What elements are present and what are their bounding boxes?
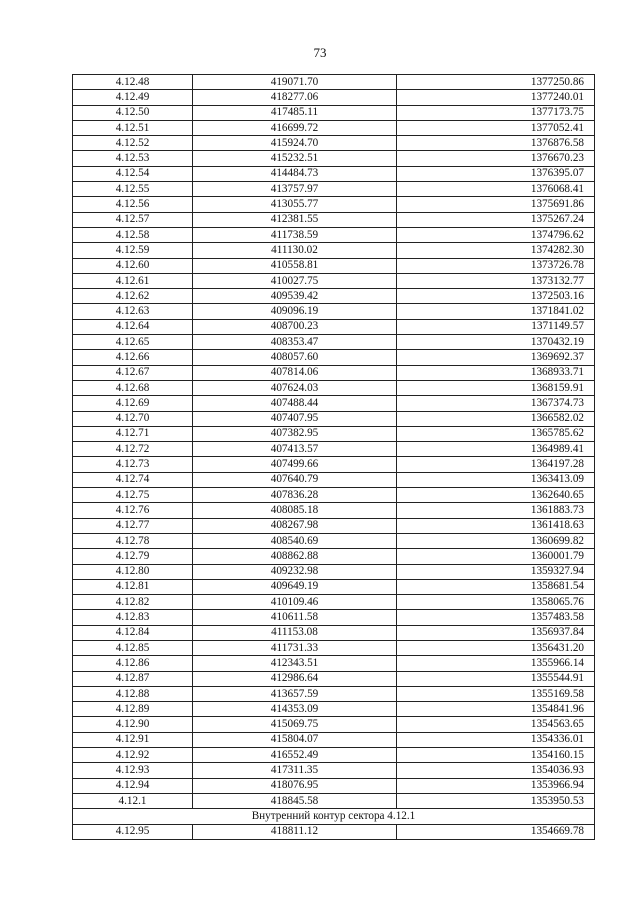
x-coordinate-cell: 415069.75 — [193, 717, 397, 732]
x-coordinate-cell: 409649.19 — [193, 579, 397, 594]
y-coordinate-cell: 1369692.37 — [397, 350, 595, 365]
point-number-cell: 4.12.76 — [73, 503, 193, 518]
x-coordinate-cell: 408862.88 — [193, 549, 397, 564]
table-row — [73, 503, 595, 518]
x-coordinate-cell: 417485.11 — [193, 105, 397, 120]
y-coordinate-cell: 1358681.54 — [397, 579, 595, 594]
y-coordinate-cell: 1368933.71 — [397, 365, 595, 380]
y-coordinate-cell: 1377173.75 — [397, 105, 595, 120]
table-row — [73, 442, 595, 457]
y-coordinate-cell: 1355169.58 — [397, 686, 595, 701]
point-number-cell: 4.12.79 — [73, 549, 193, 564]
table-row — [73, 166, 595, 181]
table-row — [73, 625, 595, 640]
point-number-cell: 4.12.78 — [73, 533, 193, 548]
x-coordinate-cell: 407499.66 — [193, 457, 397, 472]
point-number-cell: 4.12.72 — [73, 442, 193, 457]
y-coordinate-cell: 1377052.41 — [397, 120, 595, 135]
y-coordinate-cell: 1373726.78 — [397, 258, 595, 273]
y-coordinate-cell: 1377240.01 — [397, 90, 595, 105]
point-number-cell: 4.12.89 — [73, 702, 193, 717]
table-row — [73, 686, 595, 701]
x-coordinate-cell: 413757.97 — [193, 182, 397, 197]
point-number-cell: 4.12.95 — [73, 824, 193, 839]
table-row — [73, 549, 595, 564]
x-coordinate-cell: 418845.58 — [193, 793, 397, 808]
y-coordinate-cell: 1364197.28 — [397, 457, 595, 472]
y-coordinate-cell: 1364989.41 — [397, 442, 595, 457]
x-coordinate-cell: 407836.28 — [193, 488, 397, 503]
table-row — [73, 289, 595, 304]
table-row — [73, 182, 595, 197]
point-number-cell: 4.12.77 — [73, 518, 193, 533]
point-number-cell: 4.12.56 — [73, 197, 193, 212]
table-row — [73, 579, 595, 594]
y-coordinate-cell: 1375267.24 — [397, 212, 595, 227]
y-coordinate-cell: 1356937.84 — [397, 625, 595, 640]
x-coordinate-cell: 418811.12 — [193, 824, 397, 839]
point-number-cell: 4.12.91 — [73, 732, 193, 747]
table-row — [73, 640, 595, 655]
table-row — [73, 793, 595, 808]
table-row — [73, 763, 595, 778]
x-coordinate-cell: 411731.33 — [193, 640, 397, 655]
table-row — [73, 457, 595, 472]
y-coordinate-cell: 1362640.65 — [397, 488, 595, 503]
table-row — [73, 197, 595, 212]
table-row — [73, 258, 595, 273]
y-coordinate-cell: 1361418.63 — [397, 518, 595, 533]
point-number-cell: 4.12.58 — [73, 227, 193, 242]
table-row — [73, 472, 595, 487]
point-number-cell: 4.12.67 — [73, 365, 193, 380]
point-number-cell: 4.12.71 — [73, 426, 193, 441]
table-row — [73, 212, 595, 227]
x-coordinate-cell: 407624.03 — [193, 380, 397, 395]
x-coordinate-cell: 413055.77 — [193, 197, 397, 212]
table-row — [73, 151, 595, 166]
table-row — [73, 518, 595, 533]
point-number-cell: 4.12.1 — [73, 793, 193, 808]
table-row — [73, 319, 595, 334]
x-coordinate-cell: 412986.64 — [193, 671, 397, 686]
table-row — [73, 335, 595, 350]
point-number-cell: 4.12.63 — [73, 304, 193, 319]
y-coordinate-cell: 1357483.58 — [397, 610, 595, 625]
x-coordinate-cell: 408085.18 — [193, 503, 397, 518]
point-number-cell: 4.12.54 — [73, 166, 193, 181]
point-number-cell: 4.12.62 — [73, 289, 193, 304]
x-coordinate-cell: 416552.49 — [193, 748, 397, 763]
page-number: 73 — [313, 45, 327, 60]
y-coordinate-cell: 1354160.15 — [397, 748, 595, 763]
table-row — [73, 671, 595, 686]
x-coordinate-cell: 412381.55 — [193, 212, 397, 227]
point-number-cell: 4.12.53 — [73, 151, 193, 166]
y-coordinate-cell: 1354841.96 — [397, 702, 595, 717]
x-coordinate-cell: 417311.35 — [193, 763, 397, 778]
x-coordinate-cell: 409232.98 — [193, 564, 397, 579]
table-row — [73, 380, 595, 395]
y-coordinate-cell: 1368159.91 — [397, 380, 595, 395]
coordinates-table — [72, 74, 595, 840]
point-number-cell: 4.12.86 — [73, 656, 193, 671]
point-number-cell: 4.12.81 — [73, 579, 193, 594]
y-coordinate-cell: 1360001.79 — [397, 549, 595, 564]
y-coordinate-cell: 1355966.14 — [397, 656, 595, 671]
x-coordinate-cell: 410611.58 — [193, 610, 397, 625]
x-coordinate-cell: 411153.08 — [193, 625, 397, 640]
y-coordinate-cell: 1354669.78 — [397, 824, 595, 839]
x-coordinate-cell: 407640.79 — [193, 472, 397, 487]
y-coordinate-cell: 1370432.19 — [397, 335, 595, 350]
table-row — [73, 778, 595, 793]
x-coordinate-cell: 415232.51 — [193, 151, 397, 166]
y-coordinate-cell: 1374796.62 — [397, 227, 595, 242]
point-number-cell: 4.12.92 — [73, 748, 193, 763]
table-row — [73, 273, 595, 288]
table-row — [73, 702, 595, 717]
y-coordinate-cell: 1376068.41 — [397, 182, 595, 197]
x-coordinate-cell: 419071.70 — [193, 75, 397, 90]
table-row — [73, 717, 595, 732]
point-number-cell: 4.12.66 — [73, 350, 193, 365]
point-number-cell: 4.12.75 — [73, 488, 193, 503]
point-number-cell: 4.12.85 — [73, 640, 193, 655]
x-coordinate-cell: 418277.06 — [193, 90, 397, 105]
x-coordinate-cell: 411130.02 — [193, 243, 397, 258]
y-coordinate-cell: 1375691.86 — [397, 197, 595, 212]
x-coordinate-cell: 409096.19 — [193, 304, 397, 319]
table-row — [73, 824, 595, 839]
point-number-cell: 4.12.88 — [73, 686, 193, 701]
section-header-row — [73, 809, 595, 824]
point-number-cell: 4.12.69 — [73, 396, 193, 411]
y-coordinate-cell: 1360699.82 — [397, 533, 595, 548]
y-coordinate-cell: 1374282.30 — [397, 243, 595, 258]
x-coordinate-cell: 407488.44 — [193, 396, 397, 411]
table-row — [73, 411, 595, 426]
y-coordinate-cell: 1376395.07 — [397, 166, 595, 181]
point-number-cell: 4.12.57 — [73, 212, 193, 227]
y-coordinate-cell: 1353950.53 — [397, 793, 595, 808]
table-row — [73, 488, 595, 503]
x-coordinate-cell: 418076.95 — [193, 778, 397, 793]
y-coordinate-cell: 1373132.77 — [397, 273, 595, 288]
y-coordinate-cell: 1366582.02 — [397, 411, 595, 426]
point-number-cell: 4.12.50 — [73, 105, 193, 120]
table-row — [73, 105, 595, 120]
point-number-cell: 4.12.65 — [73, 335, 193, 350]
y-coordinate-cell: 1371149.57 — [397, 319, 595, 334]
x-coordinate-cell: 407407.95 — [193, 411, 397, 426]
table-row — [73, 396, 595, 411]
x-coordinate-cell: 415804.07 — [193, 732, 397, 747]
point-number-cell: 4.12.83 — [73, 610, 193, 625]
y-coordinate-cell: 1356431.20 — [397, 640, 595, 655]
point-number-cell: 4.12.87 — [73, 671, 193, 686]
y-coordinate-cell: 1376876.58 — [397, 136, 595, 151]
table-row — [73, 656, 595, 671]
y-coordinate-cell: 1376670.23 — [397, 151, 595, 166]
y-coordinate-cell: 1355544.91 — [397, 671, 595, 686]
y-coordinate-cell: 1365785.62 — [397, 426, 595, 441]
point-number-cell: 4.12.55 — [73, 182, 193, 197]
y-coordinate-cell: 1354336.01 — [397, 732, 595, 747]
y-coordinate-cell: 1353966.94 — [397, 778, 595, 793]
x-coordinate-cell: 408700.23 — [193, 319, 397, 334]
table-row — [73, 732, 595, 747]
table-row — [73, 243, 595, 258]
x-coordinate-cell: 412343.51 — [193, 656, 397, 671]
table-row — [73, 75, 595, 90]
section-header: Внутренний контур сектора 4.12.1 — [73, 809, 595, 824]
y-coordinate-cell: 1354036.93 — [397, 763, 595, 778]
x-coordinate-cell: 411738.59 — [193, 227, 397, 242]
point-number-cell: 4.12.68 — [73, 380, 193, 395]
y-coordinate-cell: 1372503.16 — [397, 289, 595, 304]
point-number-cell: 4.12.74 — [73, 472, 193, 487]
point-number-cell: 4.12.73 — [73, 457, 193, 472]
x-coordinate-cell: 408540.69 — [193, 533, 397, 548]
table-row — [73, 595, 595, 610]
y-coordinate-cell: 1354563.65 — [397, 717, 595, 732]
x-coordinate-cell: 410558.81 — [193, 258, 397, 273]
x-coordinate-cell: 407814.06 — [193, 365, 397, 380]
point-number-cell: 4.12.82 — [73, 595, 193, 610]
x-coordinate-cell: 408353.47 — [193, 335, 397, 350]
x-coordinate-cell: 415924.70 — [193, 136, 397, 151]
table-row — [73, 90, 595, 105]
point-number-cell: 4.12.51 — [73, 120, 193, 135]
table-row — [73, 610, 595, 625]
point-number-cell: 4.12.93 — [73, 763, 193, 778]
table-row — [73, 365, 595, 380]
point-number-cell: 4.12.84 — [73, 625, 193, 640]
x-coordinate-cell: 414484.73 — [193, 166, 397, 181]
y-coordinate-cell: 1367374.73 — [397, 396, 595, 411]
x-coordinate-cell: 410109.46 — [193, 595, 397, 610]
point-number-cell: 4.12.64 — [73, 319, 193, 334]
point-number-cell: 4.12.80 — [73, 564, 193, 579]
coordinates-table-body — [73, 75, 595, 840]
table-row — [73, 426, 595, 441]
x-coordinate-cell: 414353.09 — [193, 702, 397, 717]
point-number-cell: 4.12.48 — [73, 75, 193, 90]
x-coordinate-cell: 416699.72 — [193, 120, 397, 135]
table-row — [73, 748, 595, 763]
x-coordinate-cell: 409539.42 — [193, 289, 397, 304]
y-coordinate-cell: 1359327.94 — [397, 564, 595, 579]
y-coordinate-cell: 1363413.09 — [397, 472, 595, 487]
x-coordinate-cell: 407382.95 — [193, 426, 397, 441]
x-coordinate-cell: 410027.75 — [193, 273, 397, 288]
x-coordinate-cell: 407413.57 — [193, 442, 397, 457]
point-number-cell: 4.12.70 — [73, 411, 193, 426]
y-coordinate-cell: 1371841.02 — [397, 304, 595, 319]
y-coordinate-cell: 1358065.76 — [397, 595, 595, 610]
point-number-cell: 4.12.90 — [73, 717, 193, 732]
point-number-cell: 4.12.94 — [73, 778, 193, 793]
y-coordinate-cell: 1361883.73 — [397, 503, 595, 518]
point-number-cell: 4.12.49 — [73, 90, 193, 105]
point-number-cell: 4.12.52 — [73, 136, 193, 151]
x-coordinate-cell: 413657.59 — [193, 686, 397, 701]
table-row — [73, 304, 595, 319]
table-row — [73, 564, 595, 579]
x-coordinate-cell: 408057.60 — [193, 350, 397, 365]
x-coordinate-cell: 408267.98 — [193, 518, 397, 533]
table-row — [73, 350, 595, 365]
table-row — [73, 227, 595, 242]
table-row — [73, 136, 595, 151]
table-row — [73, 533, 595, 548]
point-number-cell: 4.12.60 — [73, 258, 193, 273]
y-coordinate-cell: 1377250.86 — [397, 75, 595, 90]
table-row — [73, 120, 595, 135]
point-number-cell: 4.12.59 — [73, 243, 193, 258]
point-number-cell: 4.12.61 — [73, 273, 193, 288]
